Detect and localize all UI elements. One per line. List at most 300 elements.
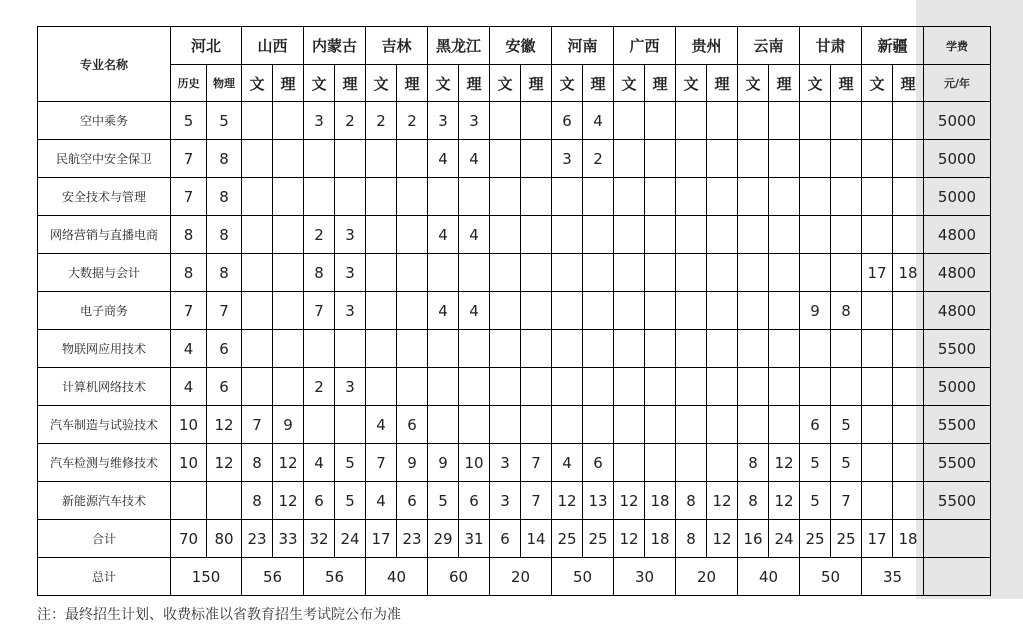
quota-cell: 24: [335, 520, 366, 558]
quota-cell: 4: [304, 444, 335, 482]
province-total-cell: 56: [242, 558, 304, 596]
quota-cell: [645, 368, 676, 406]
quota-cell: 4: [459, 140, 490, 178]
quota-cell: 7: [521, 482, 552, 520]
quota-cell: [397, 368, 428, 406]
quota-cell: [614, 444, 645, 482]
quota-cell: [645, 140, 676, 178]
quota-cell: 25: [552, 520, 583, 558]
quota-cell: [893, 102, 924, 140]
quota-cell: 8: [242, 482, 273, 520]
quota-cell: [428, 406, 459, 444]
quota-cell: 23: [242, 520, 273, 558]
quota-cell: [893, 140, 924, 178]
quota-cell: [521, 140, 552, 178]
quota-cell: [831, 178, 862, 216]
subject-header: 理: [273, 65, 304, 102]
quota-cell: [676, 254, 707, 292]
quota-cell: [583, 292, 614, 330]
quota-cell: [490, 292, 521, 330]
quota-cell: 3: [490, 444, 521, 482]
quota-cell: [800, 368, 831, 406]
quota-cell: [552, 406, 583, 444]
province-header: 安徽: [490, 27, 552, 65]
quota-cell: [614, 102, 645, 140]
quota-cell: [552, 178, 583, 216]
quota-cell: [862, 178, 893, 216]
quota-cell: 8: [831, 292, 862, 330]
table-row: [38, 140, 991, 178]
quota-cell: [769, 178, 800, 216]
quota-cell: [242, 330, 273, 368]
quota-cell: 6: [397, 482, 428, 520]
quota-cell: 2: [304, 216, 335, 254]
quota-cell: [614, 406, 645, 444]
quota-cell: [583, 368, 614, 406]
subject-header: 文: [242, 65, 273, 102]
quota-cell: [273, 254, 304, 292]
province-header: 云南: [738, 27, 800, 65]
quota-cell: [242, 292, 273, 330]
quota-cell: 12: [614, 520, 645, 558]
quota-cell: 6: [207, 368, 242, 406]
fee-header: 学费: [924, 27, 991, 65]
quota-cell: [831, 254, 862, 292]
quota-cell: 12: [207, 444, 242, 482]
quota-cell: [800, 330, 831, 368]
subject-header: 理: [831, 65, 862, 102]
enrollment-plan-table: [37, 26, 991, 596]
quota-cell: [521, 406, 552, 444]
quota-cell: 24: [769, 520, 800, 558]
quota-cell: [707, 330, 738, 368]
subject-header: 理: [335, 65, 366, 102]
fee-unit-header: 元/年: [924, 65, 991, 102]
quota-cell: [521, 178, 552, 216]
subject-header: 理: [459, 65, 490, 102]
fee-cell: 4800: [924, 254, 991, 292]
quota-cell: 70: [171, 520, 207, 558]
province-header: 黑龙江: [428, 27, 490, 65]
quota-cell: [552, 216, 583, 254]
quota-cell: 18: [645, 482, 676, 520]
quota-cell: 6: [397, 406, 428, 444]
subject-header: 文: [304, 65, 335, 102]
table-row: [38, 216, 991, 254]
fee-cell: 5000: [924, 368, 991, 406]
table-row: [38, 520, 991, 558]
quota-cell: 9: [428, 444, 459, 482]
quota-cell: [552, 330, 583, 368]
quota-cell: 17: [862, 254, 893, 292]
quota-cell: [428, 368, 459, 406]
quota-cell: [397, 216, 428, 254]
quota-cell: 8: [242, 444, 273, 482]
quota-cell: [490, 178, 521, 216]
quota-cell: [335, 330, 366, 368]
quota-cell: 4: [171, 330, 207, 368]
quota-cell: [242, 140, 273, 178]
quota-cell: [366, 254, 397, 292]
quota-cell: [428, 254, 459, 292]
quota-cell: [893, 216, 924, 254]
quota-cell: 7: [304, 292, 335, 330]
quota-cell: 12: [769, 482, 800, 520]
major-name-cell: 网络营销与直播电商: [38, 216, 171, 254]
major-name-cell: 汽车制造与试验技术: [38, 406, 171, 444]
quota-cell: 7: [207, 292, 242, 330]
quota-cell: [521, 102, 552, 140]
quota-cell: [707, 406, 738, 444]
quota-cell: [273, 368, 304, 406]
quota-cell: [707, 368, 738, 406]
quota-cell: [273, 330, 304, 368]
quota-cell: 8: [304, 254, 335, 292]
subject-header: 文: [862, 65, 893, 102]
quota-cell: [645, 178, 676, 216]
quota-cell: [614, 216, 645, 254]
subject-header: 理: [397, 65, 428, 102]
quota-cell: 5: [335, 444, 366, 482]
quota-cell: [676, 140, 707, 178]
quota-cell: 6: [490, 520, 521, 558]
quota-cell: [893, 406, 924, 444]
fee-cell: [924, 520, 991, 558]
quota-cell: [707, 102, 738, 140]
quota-cell: 12: [707, 482, 738, 520]
quota-cell: [428, 330, 459, 368]
quota-cell: 18: [893, 254, 924, 292]
quota-cell: [645, 216, 676, 254]
quota-cell: [366, 140, 397, 178]
quota-cell: 4: [552, 444, 583, 482]
quota-cell: 12: [769, 444, 800, 482]
quota-cell: [800, 102, 831, 140]
quota-cell: [521, 216, 552, 254]
quota-cell: [738, 368, 769, 406]
quota-cell: 8: [738, 482, 769, 520]
quota-cell: [521, 368, 552, 406]
quota-cell: [738, 330, 769, 368]
province-header: 山西: [242, 27, 304, 65]
province-header: 贵州: [676, 27, 738, 65]
quota-cell: 16: [738, 520, 769, 558]
quota-cell: [707, 254, 738, 292]
quota-cell: 3: [490, 482, 521, 520]
quota-cell: [862, 216, 893, 254]
major-name-cell: 民航空中安全保卫: [38, 140, 171, 178]
quota-cell: 8: [738, 444, 769, 482]
quota-cell: [242, 178, 273, 216]
quota-cell: 8: [171, 216, 207, 254]
quota-cell: [366, 292, 397, 330]
table-row: [38, 292, 991, 330]
table-row: [38, 330, 991, 368]
footnote: 注：最终招生计划、收费标准以省教育招生考试院公布为准: [37, 607, 401, 623]
province-total-cell: 35: [862, 558, 924, 596]
quota-cell: [738, 216, 769, 254]
fee-cell: 5500: [924, 482, 991, 520]
quota-cell: 4: [366, 406, 397, 444]
quota-cell: [862, 292, 893, 330]
quota-cell: [171, 482, 207, 520]
province-total-cell: 60: [428, 558, 490, 596]
quota-cell: [304, 330, 335, 368]
quota-cell: [242, 216, 273, 254]
quota-cell: 23: [397, 520, 428, 558]
quota-cell: [366, 330, 397, 368]
quota-cell: 12: [552, 482, 583, 520]
quota-cell: [676, 330, 707, 368]
quota-cell: 7: [831, 482, 862, 520]
quota-cell: [738, 102, 769, 140]
quota-cell: [583, 254, 614, 292]
major-name-cell: 电子商务: [38, 292, 171, 330]
quota-cell: 5: [171, 102, 207, 140]
quota-cell: [893, 292, 924, 330]
quota-cell: 4: [428, 216, 459, 254]
subject-header: 理: [707, 65, 738, 102]
quota-cell: 8: [207, 178, 242, 216]
quota-cell: [273, 140, 304, 178]
major-name-cell: 大数据与会计: [38, 254, 171, 292]
quota-cell: [335, 140, 366, 178]
province-header: 河北: [171, 27, 242, 65]
quota-cell: [583, 330, 614, 368]
province-total-cell: 20: [676, 558, 738, 596]
quota-cell: [397, 140, 428, 178]
quota-cell: 6: [304, 482, 335, 520]
quota-cell: [676, 368, 707, 406]
quota-cell: 5: [207, 102, 242, 140]
quota-cell: 3: [335, 216, 366, 254]
quota-cell: 6: [459, 482, 490, 520]
quota-cell: 18: [893, 520, 924, 558]
quota-cell: [769, 292, 800, 330]
fee-cell: 5000: [924, 140, 991, 178]
quota-cell: 80: [207, 520, 242, 558]
quota-cell: 3: [335, 368, 366, 406]
major-name-cell: 新能源汽车技术: [38, 482, 171, 520]
quota-cell: [676, 292, 707, 330]
header-row-subjects: [38, 65, 991, 102]
quota-cell: [831, 102, 862, 140]
table-row: [38, 368, 991, 406]
quota-cell: 3: [304, 102, 335, 140]
fee-cell: 5500: [924, 406, 991, 444]
quota-cell: 7: [521, 444, 552, 482]
subject-header: 文: [738, 65, 769, 102]
quota-cell: [583, 406, 614, 444]
quota-cell: 6: [207, 330, 242, 368]
quota-cell: 2: [366, 102, 397, 140]
quota-cell: [273, 178, 304, 216]
quota-cell: 12: [273, 482, 304, 520]
table-row: [38, 102, 991, 140]
table-row: [38, 482, 991, 520]
quota-cell: 4: [428, 292, 459, 330]
quota-cell: [459, 330, 490, 368]
quota-cell: 4: [428, 140, 459, 178]
quota-cell: [614, 178, 645, 216]
subject-header: 物理: [207, 65, 242, 102]
quota-cell: [552, 292, 583, 330]
quota-cell: 6: [583, 444, 614, 482]
province-total-cell: 40: [366, 558, 428, 596]
quota-cell: 2: [583, 140, 614, 178]
quota-cell: [738, 140, 769, 178]
table-row: [38, 178, 991, 216]
quota-cell: 8: [676, 482, 707, 520]
quota-cell: 8: [207, 254, 242, 292]
quota-cell: [242, 102, 273, 140]
quota-cell: 31: [459, 520, 490, 558]
quota-cell: [614, 368, 645, 406]
quota-cell: 13: [583, 482, 614, 520]
quota-cell: [862, 140, 893, 178]
quota-cell: [893, 330, 924, 368]
quota-cell: [738, 406, 769, 444]
quota-cell: 5: [800, 444, 831, 482]
quota-cell: [645, 330, 676, 368]
quota-cell: 8: [676, 520, 707, 558]
quota-cell: [707, 140, 738, 178]
province-header: 河南: [552, 27, 614, 65]
quota-cell: [862, 482, 893, 520]
subject-header: 文: [552, 65, 583, 102]
quota-cell: 5: [428, 482, 459, 520]
quota-cell: 12: [614, 482, 645, 520]
quota-cell: 7: [171, 178, 207, 216]
quota-cell: [397, 330, 428, 368]
quota-cell: [769, 140, 800, 178]
major-name-cell: 物联网应用技术: [38, 330, 171, 368]
header-row-provinces: [38, 27, 991, 65]
fee-cell: 5500: [924, 330, 991, 368]
quota-cell: [490, 216, 521, 254]
province-header: 吉林: [366, 27, 428, 65]
quota-cell: [707, 292, 738, 330]
quota-cell: [645, 254, 676, 292]
quota-cell: 4: [459, 292, 490, 330]
quota-cell: [459, 406, 490, 444]
quota-cell: [490, 406, 521, 444]
quota-cell: 5: [800, 482, 831, 520]
quota-cell: 9: [273, 406, 304, 444]
quota-cell: 7: [171, 292, 207, 330]
quota-cell: 10: [171, 406, 207, 444]
quota-cell: [831, 216, 862, 254]
table-row: [38, 254, 991, 292]
fee-total-cell: [924, 558, 991, 596]
quota-cell: [490, 140, 521, 178]
total-row: [38, 558, 991, 596]
quota-cell: [676, 406, 707, 444]
quota-cell: 4: [459, 216, 490, 254]
quota-cell: [893, 368, 924, 406]
fee-cell: 4800: [924, 292, 991, 330]
subject-header: 文: [366, 65, 397, 102]
quota-cell: 17: [862, 520, 893, 558]
quota-cell: 14: [521, 520, 552, 558]
quota-cell: 6: [800, 406, 831, 444]
major-name-cell: 安全技术与管理: [38, 178, 171, 216]
quota-cell: 3: [459, 102, 490, 140]
quota-cell: 2: [397, 102, 428, 140]
quota-cell: [769, 368, 800, 406]
quota-cell: [552, 254, 583, 292]
province-total-cell: 50: [552, 558, 614, 596]
subject-header: 理: [893, 65, 924, 102]
quota-cell: 7: [171, 140, 207, 178]
province-total-cell: 150: [171, 558, 242, 596]
quota-cell: 25: [583, 520, 614, 558]
quota-cell: [273, 216, 304, 254]
major-name-header: 专业名称: [38, 27, 171, 102]
quota-cell: [645, 406, 676, 444]
quota-cell: [304, 140, 335, 178]
table-row: [38, 406, 991, 444]
quota-cell: [893, 482, 924, 520]
quota-cell: [583, 178, 614, 216]
quota-cell: 12: [273, 444, 304, 482]
quota-cell: 17: [366, 520, 397, 558]
quota-cell: [242, 368, 273, 406]
quota-cell: [335, 178, 366, 216]
quota-cell: [490, 102, 521, 140]
quota-cell: [459, 368, 490, 406]
quota-cell: 3: [335, 292, 366, 330]
quota-cell: [800, 254, 831, 292]
quota-cell: [366, 368, 397, 406]
subject-header: 文: [676, 65, 707, 102]
quota-cell: [521, 254, 552, 292]
quota-cell: [862, 406, 893, 444]
fee-cell: 5000: [924, 178, 991, 216]
subject-header: 文: [614, 65, 645, 102]
quota-cell: 25: [800, 520, 831, 558]
quota-cell: [893, 178, 924, 216]
province-header: 甘肃: [800, 27, 862, 65]
quota-cell: 32: [304, 520, 335, 558]
quota-cell: [552, 368, 583, 406]
quota-cell: [273, 292, 304, 330]
major-name-cell: 汽车检测与维修技术: [38, 444, 171, 482]
quota-cell: [428, 178, 459, 216]
fee-cell: 4800: [924, 216, 991, 254]
quota-cell: 3: [335, 254, 366, 292]
quota-cell: [862, 368, 893, 406]
province-header: 内蒙古: [304, 27, 366, 65]
subject-header: 理: [769, 65, 800, 102]
province-total-cell: 40: [738, 558, 800, 596]
quota-cell: [614, 330, 645, 368]
quota-cell: [738, 292, 769, 330]
subject-header: 文: [800, 65, 831, 102]
province-header: 新疆: [862, 27, 924, 65]
quota-cell: 4: [171, 368, 207, 406]
quota-cell: 10: [459, 444, 490, 482]
quota-cell: 5: [831, 406, 862, 444]
quota-cell: [614, 254, 645, 292]
quota-cell: [521, 292, 552, 330]
subject-header: 理: [645, 65, 676, 102]
quota-cell: [490, 368, 521, 406]
subject-header: 文: [490, 65, 521, 102]
quota-cell: 8: [171, 254, 207, 292]
quota-cell: [831, 330, 862, 368]
quota-cell: [490, 254, 521, 292]
